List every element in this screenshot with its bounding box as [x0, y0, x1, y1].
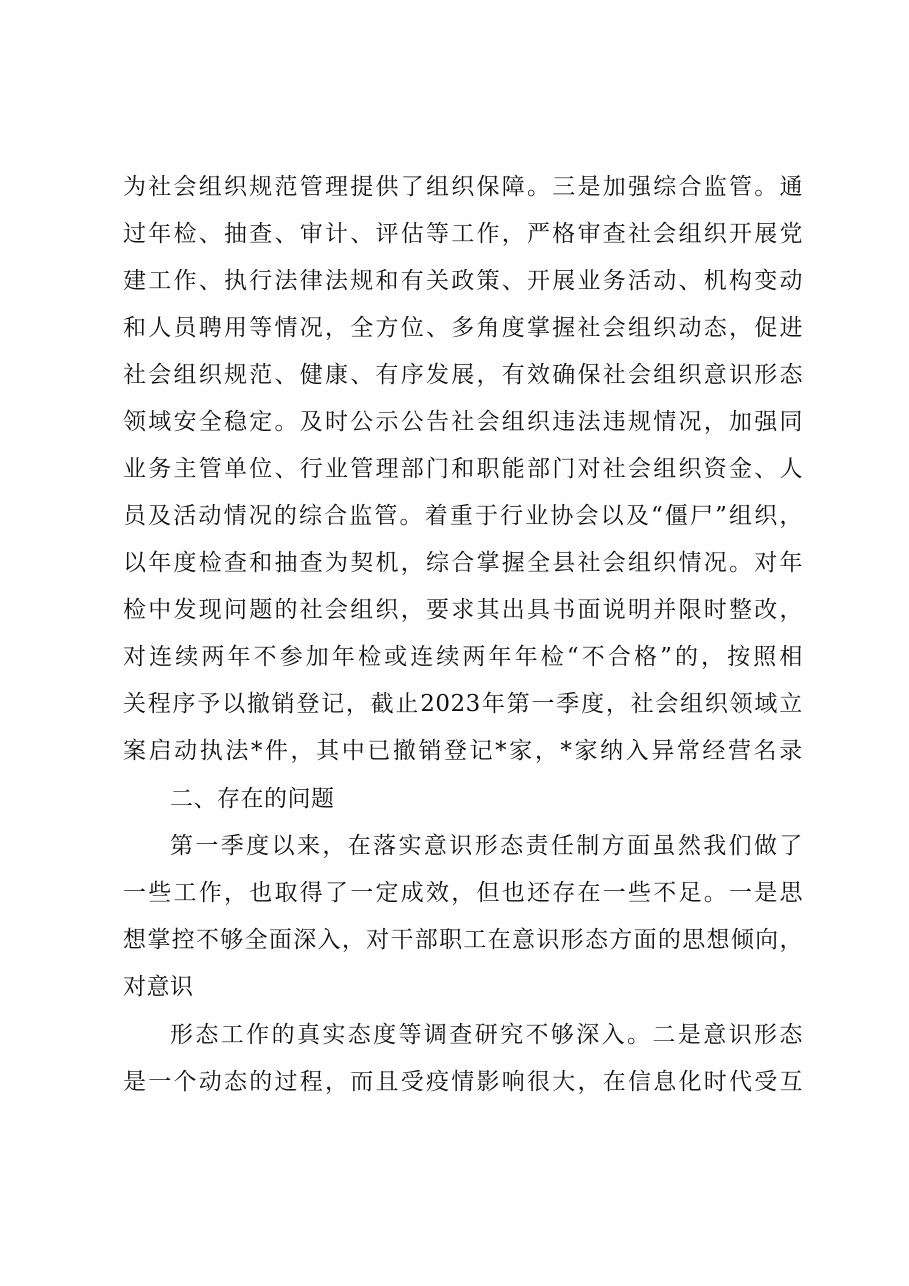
body-text-line: 第 一 季 度 以 来 ， 在 落 实 意 识 形 态 责 任 制 方 面 虽 然 我 们 做 了	[170, 833, 803, 859]
body-text-line: 想 掌 控 不 够 全 面 深 入 ， 对 干 部 职 工 在 意 识 形 态 方 面 的 思 想 倾 向 ，	[123, 927, 803, 953]
body-text-line: 对意识	[123, 974, 194, 1000]
body-text-line: 社 会 组 织 规 范 、 健 康 、 有 序 发 展 ， 有 效 确 保 社 会 组 织 意 识 形 态	[123, 362, 803, 388]
body-text-line: 和 人 员 聘 用 等 情 况 ， 全 方 位 、 多 角 度 掌 握 社 会 组 织 动 态 ， 促 进	[123, 315, 803, 341]
body-text-line: 业 务 主 管 单 位 、 行 业 管 理 部 门 和 职 能 部 门 对 社 会 组 织 资 金 、 人	[123, 456, 803, 482]
section-heading: 二、存在的问题	[170, 786, 335, 812]
body-text-line: 形 态 工 作 的 真 实 态 度 等 调 查 研 究 不 够 深 入 。 二 是 意 识 形 态	[170, 1022, 803, 1048]
body-text-line: 为 社 会 组 织 规 范 管 理 提 供 了 组 织 保 障 。 三 是 加 强 综 合 监 管 。 通	[123, 174, 803, 200]
body-text-line: 对 连 续 两 年 不 参 加 年 检 或 连 续 两 年 年 检 “ 不 合 格 ” 的 ， 按 照 相	[123, 644, 803, 670]
body-text-line: 一 些 工 作 ， 也 取 得 了 一 定 成 效 ， 但 也 还 存 在 一 些 不 足 。 一 是 思	[123, 880, 803, 906]
body-text-line: 建 工 作 、 执 行 法 律 法 规 和 有 关 政 策 、 开 展 业 务 活 动 、 机 构 变 动	[123, 268, 803, 294]
body-text-line: 检 中 发 现 问 题 的 社 会 组 织 ， 要 求 其 出 具 书 面 说 明 并 限 时 整 改 ，	[123, 597, 803, 623]
body-text-line: 案 启 动 执 法 * 件 ， 其 中 已 撤 销 登 记 * 家 ， * 家 纳 入 异 常 经 营 名 录	[123, 738, 803, 764]
body-text-line: 领 域 安 全 稳 定 。 及 时 公 示 公 告 社 会 组 织 违 法 违 规 情 况 ， 加 强 同	[123, 409, 803, 435]
body-text-line: 是 一 个 动 态 的 过 程 ， 而 且 受 疫 情 影 响 很 大 ， 在 信 息 化 时 代 受 互	[123, 1069, 803, 1095]
body-text-line: 以 年 度 检 查 和 抽 查 为 契 机 ， 综 合 掌 握 全 县 社 会 组 织 情 况 。 对 年	[123, 550, 803, 576]
body-text-line: 过 年 检 、 抽 查 、 审 计 、 评 估 等 工 作 ， 严 格 审 查 社 会 组 织 开 展 党	[123, 221, 803, 247]
body-text-line: 员 及 活 动 情 况 的 综 合 监 管 。 着 重 于 行 业 协 会 以 及 “ 僵 尸 ” 组 织 ，	[123, 503, 803, 529]
body-text-line: 关 程 序 予 以 撤 销 登 记 ， 截 止 2023 年 第 一 季 度 ， 社 会 组 织 领 域 立	[123, 691, 803, 717]
